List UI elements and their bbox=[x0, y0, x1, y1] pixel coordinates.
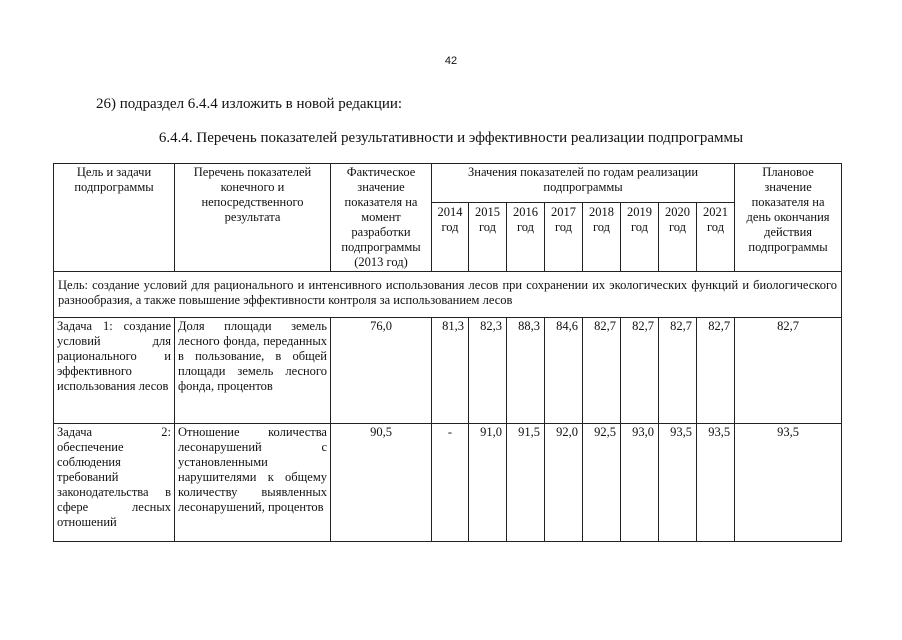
year-label: 2015 bbox=[475, 205, 500, 220]
planned-value-cell: 93,5 bbox=[735, 424, 842, 542]
year-label: 2014 bbox=[437, 205, 463, 220]
year-value-cell: 81,3 bbox=[432, 318, 469, 424]
year-value-cell: 88,3 bbox=[507, 318, 545, 424]
intro-text: 26) подраздел 6.4.4 изложить в новой редакции: bbox=[96, 96, 403, 112]
year-unit: год bbox=[706, 220, 725, 235]
year-unit: год bbox=[478, 220, 497, 235]
year-value-cell: 91,5 bbox=[507, 424, 545, 542]
header-indicators: Перечень показателей конечного и непосредственного результата bbox=[175, 164, 331, 272]
year-value-cell: 82,7 bbox=[659, 318, 697, 424]
year-value-cell: 82,7 bbox=[621, 318, 659, 424]
year-value-cell: 93,5 bbox=[697, 424, 735, 542]
indicator-cell: Отношение количества лесонарушений с установленными нарушителями к общему количеству выявленных лесонарушений, процентов bbox=[175, 424, 331, 542]
year-value-cell: 82,7 bbox=[583, 318, 621, 424]
section-heading: 6.4.4. Перечень показателей результативности и эффективности реализации подпрограммы bbox=[158, 130, 744, 146]
indicator-cell: Доля площади земель лесного фонда, переданных в пользование, в общей площади земель лесного фонда, процентов bbox=[175, 318, 331, 424]
header-year bbox=[507, 203, 545, 272]
year-value-cell: 84,6 bbox=[545, 318, 583, 424]
year-unit: год bbox=[592, 220, 611, 235]
year-label: 2017 bbox=[551, 205, 576, 220]
year-unit: год bbox=[668, 220, 687, 235]
header-actual: Фактическое значение показателя на момент разработки подпрограммы (2013 год) bbox=[331, 164, 432, 272]
planned-value-cell: 82,7 bbox=[735, 318, 842, 424]
header-year bbox=[697, 203, 735, 272]
year-label: 2019 bbox=[627, 205, 652, 220]
year-label: 2018 bbox=[589, 205, 614, 220]
header-year bbox=[545, 203, 583, 272]
table-header-row bbox=[54, 164, 842, 203]
task-cell: Задача 1: создание условий для рационального и эффективного использования лесов bbox=[54, 318, 175, 424]
year-label: 2021 bbox=[703, 205, 729, 220]
page-number: 42 bbox=[444, 55, 458, 67]
year-value-cell: 92,0 bbox=[545, 424, 583, 542]
year-unit: год bbox=[516, 220, 535, 235]
actual-value-cell: 76,0 bbox=[331, 318, 432, 424]
year-value-cell: 91,0 bbox=[469, 424, 507, 542]
indicators-table bbox=[53, 163, 842, 542]
header-year bbox=[583, 203, 621, 272]
year-value-cell: 92,5 bbox=[583, 424, 621, 542]
header-year bbox=[432, 203, 469, 272]
year-value-cell: 82,7 bbox=[697, 318, 735, 424]
header-year bbox=[469, 203, 507, 272]
goal-row bbox=[54, 272, 842, 318]
year-value-cell: - bbox=[432, 424, 469, 542]
year-value-cell: 93,5 bbox=[659, 424, 697, 542]
header-goals: Цель и задачи подпрограммы bbox=[54, 164, 175, 272]
year-unit: год bbox=[630, 220, 649, 235]
table-row bbox=[54, 424, 842, 542]
year-label: 2020 bbox=[665, 205, 690, 220]
header-years-group: Значения показателей по годам реализации подпрограммы bbox=[432, 164, 735, 203]
table-row bbox=[54, 318, 842, 424]
actual-value-cell: 90,5 bbox=[331, 424, 432, 542]
year-label: 2016 bbox=[513, 205, 538, 220]
year-unit: год bbox=[554, 220, 573, 235]
year-value-cell: 82,3 bbox=[469, 318, 507, 424]
header-year bbox=[659, 203, 697, 272]
task-cell: Задача 2: обеспечение соблюдения требований законодательства в сфере лесных отношений bbox=[54, 424, 175, 542]
header-year bbox=[621, 203, 659, 272]
year-unit: год bbox=[441, 220, 459, 235]
year-value-cell: 93,0 bbox=[621, 424, 659, 542]
goal-text: Цель: создание условий для рационального и интенсивного использования лесов при сохранении их экологических функций и биологического разнообразия, а также повышение эффективности контроля за использованием лесов bbox=[54, 272, 842, 318]
header-planned: Плановое значение показателя на день окончания действия подпрограммы bbox=[735, 164, 842, 272]
